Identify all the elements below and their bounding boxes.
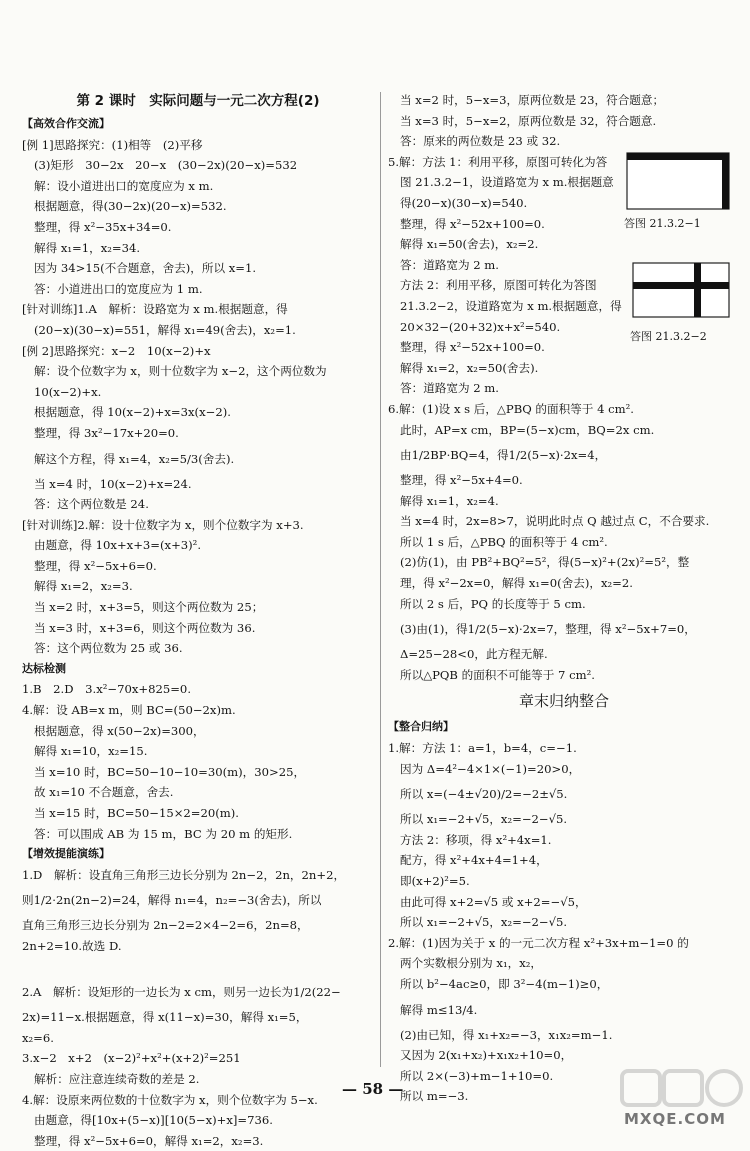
right-line: 解得 x₁=50(舍去)，x₂=2. [400, 237, 539, 252]
right-line: 方法 2：移项，得 x²+4x=1. [400, 832, 552, 847]
left-line: [例 2]思路探究：x−2 10(x−2)+x [22, 343, 211, 358]
left-line: 当 x=4 时，10(x−2)+x=24. [34, 476, 192, 491]
left-line [22, 957, 374, 978]
right-line: 解得 x₁=2，x₂=50(舍去). [400, 360, 539, 375]
right-line: 方法 2：利用平移，原图可转化为答图 [400, 278, 597, 293]
left-line: 4.解：设 AB=x m，则 BC=(50−2x)m. [22, 703, 236, 718]
left-line: 答：可以围成 AB 为 15 m，BC 为 20 m 的矩形. [34, 826, 293, 841]
right-line: 答：原来的两位数是 23 或 32. [400, 134, 561, 149]
right-line: 由1/2BP·BQ=4，得1/2(5−x)·2x=4， [400, 448, 607, 463]
right-line: 所以△PQB 的面积不可能等于 7 cm². [400, 667, 595, 682]
left-line: 整理，得 x²−5x+6=0，解得 x₁=2，x₂=3. [34, 1133, 264, 1148]
right-line: 答：道路宽为 2 m. [400, 257, 499, 272]
left-line: 整理，得 3x²−17x+20=0. [34, 425, 179, 440]
left-line: 【高效合作交流】 [22, 117, 110, 130]
left-line: 解：设小道进出口的宽度应为 x m. [34, 178, 214, 193]
right-line: 21.3.2−2，设道路宽为 x m.根据题意，得 [400, 298, 622, 313]
left-line: 2n+2=10.故选 D. [22, 938, 122, 953]
right-line: 此时，AP=x cm，BP=(5−x)cm，BQ=2x cm. [400, 422, 655, 437]
right-line: 又因为 2(x₁+x₂)+x₁x₂+10=0， [400, 1048, 573, 1063]
left-line: 当 x=3 时，x+3=6，则这个两位数为 36. [34, 620, 256, 635]
right-line: 6.解：(1)设 x s 后，△PBQ 的面积等于 4 cm². [388, 401, 634, 416]
right-line: 所以 m=−3. [400, 1089, 469, 1104]
right-line: 整理，得 x²−52x+100=0. [400, 340, 545, 355]
figure-2-caption: 答图 21.3.2−2 [630, 330, 707, 343]
left-line: 则1/2·2n(2n−2)=24，解得 n₁=4，n₂=−3(舍去)，所以 [22, 893, 322, 908]
right-line: 所以 2×(−3)+m−1+10=0. [400, 1068, 554, 1083]
left-line: 由题意，得 10x+x+3=(x+3)². [34, 538, 202, 553]
left-line: 整理，得 x²−5x+6=0. [34, 558, 157, 573]
left-line: [针对训练]1.A 解析：设路宽为 x m.根据题意，得 [22, 302, 288, 317]
column-divider [380, 92, 381, 1067]
right-line: 5.解：方法 1：利用平移，原图可转化为答 [388, 154, 608, 169]
right-line: 因为 Δ=4²−4×1×(−1)=20>0， [400, 761, 581, 776]
left-line: (3)矩形 30−2x 20−x (30−2x)(20−x)=532 [34, 158, 298, 173]
right-line: 配方，得 x²+4x+4=1+4， [400, 853, 548, 868]
left-line: 4.解：设原来两位数的十位数字为 x，则个位数字为 5−x. [22, 1092, 318, 1107]
right-line: Δ=25−28<0，此方程无解. [400, 647, 548, 662]
right-line: 图 21.3.2−1，设道路宽为 x m.根据题意 [400, 175, 614, 190]
left-line: [针对训练]2.解：设十位数字为 x，则个位数字为 x+3. [22, 517, 304, 532]
left-line: 3.x−2 x+2 (x−2)²+x²+(x+2)²=251 [22, 1051, 241, 1066]
left-line: 当 x=2 时，x+3=5，则这个两位数为 25； [34, 600, 264, 615]
left-line: 根据题意，得 x(50−2x)=300， [34, 723, 205, 738]
left-line: (20−x)(30−x)=551，解得 x₁=49(舍去)，x₂=1. [34, 322, 296, 337]
right-line: 得(20−x)(30−x)=540. [400, 195, 528, 210]
figure-1-caption: 答图 21.3.2−1 [624, 217, 701, 230]
right-line: 整理，得 x²−5x+4=0. [400, 473, 523, 488]
left-line: 当 x=10 时，BC=50−10−10=30(m)，30>25， [34, 764, 306, 779]
left-line: 1.D 解析：设直角三角形三边长分别为 2n−2，2n，2n+2， [22, 867, 346, 882]
left-column [22, 90, 374, 1151]
left-line: 答：小道进出口的宽度应为 1 m. [34, 281, 203, 296]
left-line: 达标检测 [22, 661, 66, 675]
right-line: 由此可得 x+2=√5 或 x+2=−√5， [400, 894, 587, 909]
watermark-text: MXQE.COM [624, 1110, 726, 1128]
left-line: 【增效提能演练】 [22, 847, 110, 861]
right-line: 所以 x₁=−2+√5，x₂=−2−√5. [400, 915, 568, 930]
left-line: x₂=6. [22, 1030, 54, 1045]
left-line: 根据题意，得(30−2x)(20−x)=532. [34, 199, 227, 214]
left-line: 由题意，得[10x+(5−x)][10(5−x)+x]=736. [34, 1113, 273, 1128]
right-line: (2)仿(1)，由 PB²+BQ²=5²，得(5−x)²+(2x)²=5²，整 [400, 555, 690, 570]
right-line: 所以 1 s 后，△PBQ 的面积等于 4 cm². [400, 534, 608, 549]
left-line: 10(x−2)+x. [34, 384, 102, 399]
left-line: 当 x=15 时，BC=50−15×2=20(m). [34, 806, 239, 820]
left-line: [例 1]思路探究：(1)相等 (2)平移 [22, 137, 203, 152]
right-line: (2)由已知，得 x₁+x₂=−3，x₁x₂=m−1. [400, 1027, 613, 1042]
right-column [388, 90, 740, 1107]
left-line: 直角三角形三边长分别为 2n−2=2×4−2=6，2n=8， [22, 918, 309, 933]
left-line: 2x)=11−x.根据题意，得 x(11−x)=30，解得 x₁=5， [22, 1010, 308, 1025]
left-line: 解得 x₁=10，x₂=15. [34, 744, 148, 759]
figure-21-3-2-2 [632, 262, 742, 346]
left-line: 解：设个位数字为 x，则十位数字为 x−2，这个两位数为 [34, 364, 327, 379]
right-line: 所以 b²−4ac≥0，即 3²−4(m−1)≥0， [400, 976, 609, 991]
right-line: 当 x=3 时，5−x=2，原两位数是 32，符合题意. [400, 113, 657, 128]
right-line: 2.解：(1)因为关于 x 的一元二次方程 x²+3x+m−1=0 的 [388, 935, 689, 950]
right-line: (3)由(1)，得1/2(5−x)·2x=7，整理，得 x²−5x+7=0， [400, 622, 696, 637]
right-line: 理，得 x²−2x=0，解得 x₁=0(舍去)，x₂=2. [400, 576, 633, 591]
left-line: 解这个方程，得 x₁=4，x₂=5/3(舍去). [34, 451, 235, 466]
left-line: 2.A 解析：设矩形的一边长为 x cm，则另一边长为1/2(22− [22, 985, 341, 1000]
right-line: 解得 x₁=1，x₂=4. [400, 493, 499, 508]
right-line: 1.解：方法 1：a=1，b=4，c=−1. [388, 741, 577, 756]
left-line: 答：这个两位数为 25 或 36. [34, 641, 183, 656]
left-line: 根据题意，得 10(x−2)+x=3x(x−2). [34, 405, 231, 420]
left-line: 故 x₁=10 不合题意，舍去. [34, 785, 174, 800]
left-line: 解得 x₁=1，x₂=34. [34, 240, 141, 255]
right-line: 当 x=4 时，2x=8>7，说明此时点 Q 越过点 C，不合要求. [400, 514, 710, 529]
page-number: — 58 — [342, 1080, 404, 1098]
left-line: 1.B 2.D 3.x²−70x+825=0. [22, 682, 191, 697]
left-line: 解析：应注意连续奇数的差是 2. [34, 1071, 200, 1086]
right-line: 解得 m≤13/4. [400, 1002, 478, 1017]
right-line: 当 x=2 时，5−x=3，原两位数是 23，符合题意； [400, 93, 665, 107]
left-line: 答：这个两位数是 24. [34, 497, 149, 512]
right-line: 所以 x₁=−2+√5，x₂=−2−√5. [400, 812, 568, 827]
figure-1-diagram [626, 152, 738, 212]
figure-21-3-2-1 [626, 152, 738, 234]
right-line: 即(x+2)²=5. [400, 874, 470, 888]
left-line: 因为 34>15(不合题意，舍去)，所以 x=1. [34, 261, 257, 276]
right-line: 所以 2 s 后，PQ 的长度等于 5 cm. [400, 596, 586, 611]
left-line: 第 2 课时 实际问题与一元二次方程(2) [76, 93, 320, 109]
right-line: 答：道路宽为 2 m. [400, 381, 499, 396]
right-line: 两个实数根分别为 x₁，x₂， [400, 956, 542, 971]
right-line: 【整合归纳】 [388, 720, 454, 734]
left-line: 解得 x₁=2，x₂=3. [34, 579, 133, 594]
left-line: 整理，得 x²−35x+34=0. [34, 219, 172, 234]
right-line: 章末归纳整合 [518, 692, 609, 711]
figure-2-diagram [632, 262, 732, 320]
right-line: 20×32−(20+32)x+x²=540. [400, 319, 561, 334]
right-line: 整理，得 x²−52x+100=0. [400, 216, 545, 231]
right-line: 所以 x=(−4±√20)/2=−2±√5. [400, 787, 568, 802]
